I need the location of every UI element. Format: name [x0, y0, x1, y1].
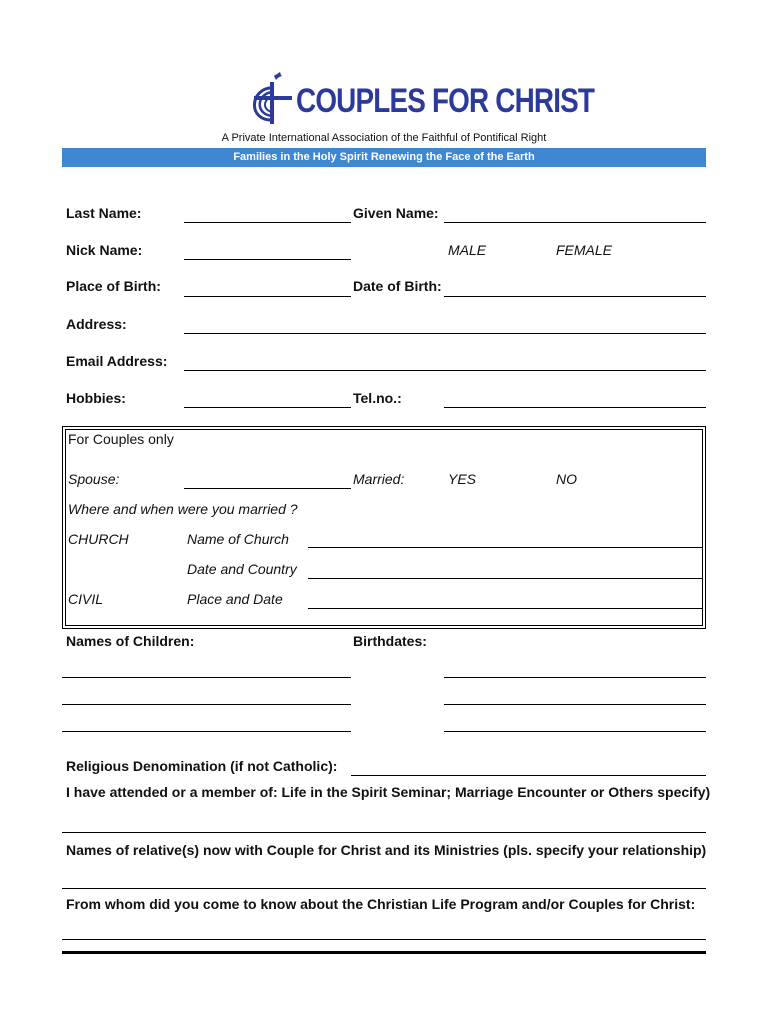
address-field[interactable]	[184, 333, 706, 334]
date-of-birth-label: Date of Birth:	[353, 278, 442, 294]
religion-field[interactable]	[351, 775, 706, 776]
place-of-birth-field[interactable]	[184, 296, 351, 297]
email-label: Email Address:	[66, 353, 168, 369]
religion-label: Religious Denomination (if not Catholic):	[66, 758, 338, 774]
date-of-birth-field[interactable]	[444, 296, 706, 297]
child-name-field-1[interactable]	[62, 677, 351, 678]
female-option[interactable]: FEMALE	[556, 242, 613, 258]
place-date-label: Place and Date	[187, 591, 283, 607]
child-name-field-3[interactable]	[62, 731, 351, 732]
male-option[interactable]: MALE	[448, 242, 487, 258]
last-name-field[interactable]	[184, 222, 351, 223]
attended-label: I have attended or a member of: Life in the Spirit Seminar; Marriage Encounter or Others specify)	[66, 784, 711, 800]
last-name-label: Last Name:	[66, 205, 142, 221]
couples-box	[65, 429, 703, 626]
name-of-church-label: Name of Church	[187, 531, 289, 547]
attended-field[interactable]	[62, 832, 706, 833]
where-when-label: Where and when were you married ?	[68, 501, 298, 517]
place-date-field[interactable]	[308, 608, 703, 609]
banner: Families in the Holy Spirit Renewing the Face of the Earth	[62, 148, 706, 167]
tagline: A Private International Association of the Faithful of Pontifical Right	[221, 132, 547, 144]
child-birthdate-field-2[interactable]	[444, 704, 706, 705]
child-birthdate-field-3[interactable]	[444, 731, 706, 732]
logo	[244, 72, 296, 126]
married-label: Married:	[353, 471, 405, 487]
hobbies-field[interactable]	[184, 407, 351, 408]
tel-field[interactable]	[444, 407, 706, 408]
relatives-label: Names of relative(s) now with Couple for Christ and its Ministries (pls. specify your relationship)	[66, 842, 707, 858]
birthdates-label: Birthdates:	[353, 633, 427, 649]
address-label: Address:	[66, 316, 127, 332]
children-names-label: Names of Children:	[66, 633, 195, 649]
relatives-field[interactable]	[62, 888, 706, 889]
given-name-field[interactable]	[444, 222, 706, 223]
married-yes-option[interactable]: YES	[448, 471, 477, 487]
email-field[interactable]	[184, 370, 706, 371]
married-no-option[interactable]: NO	[556, 471, 577, 487]
church-label: CHURCH	[68, 531, 129, 547]
bottom-rule	[62, 951, 706, 954]
child-name-field-2[interactable]	[62, 704, 351, 705]
nick-name-field[interactable]	[184, 259, 351, 260]
date-country-field[interactable]	[308, 578, 703, 579]
civil-label: CIVIL	[68, 591, 104, 607]
name-of-church-field[interactable]	[308, 547, 703, 548]
nick-name-label: Nick Name:	[66, 242, 143, 258]
given-name-label: Given Name:	[353, 205, 439, 221]
child-birthdate-field-1[interactable]	[444, 677, 706, 678]
spouse-field[interactable]	[184, 488, 351, 489]
cross-dove-logo-icon	[244, 72, 296, 126]
logo-text: COUPLES FOR CHRIST	[296, 82, 595, 120]
date-country-label: Date and Country	[187, 561, 297, 577]
from-whom-field[interactable]	[62, 939, 706, 940]
from-whom-label: From whom did you come to know about the Christian Life Program and/or Couples for Christ:	[66, 896, 696, 912]
place-of-birth-label: Place of Birth:	[66, 278, 161, 294]
tel-label: Tel.no.:	[353, 390, 402, 406]
hobbies-label: Hobbies:	[66, 390, 126, 406]
couples-heading: For Couples only	[68, 431, 174, 447]
spouse-label: Spouse:	[68, 471, 120, 487]
